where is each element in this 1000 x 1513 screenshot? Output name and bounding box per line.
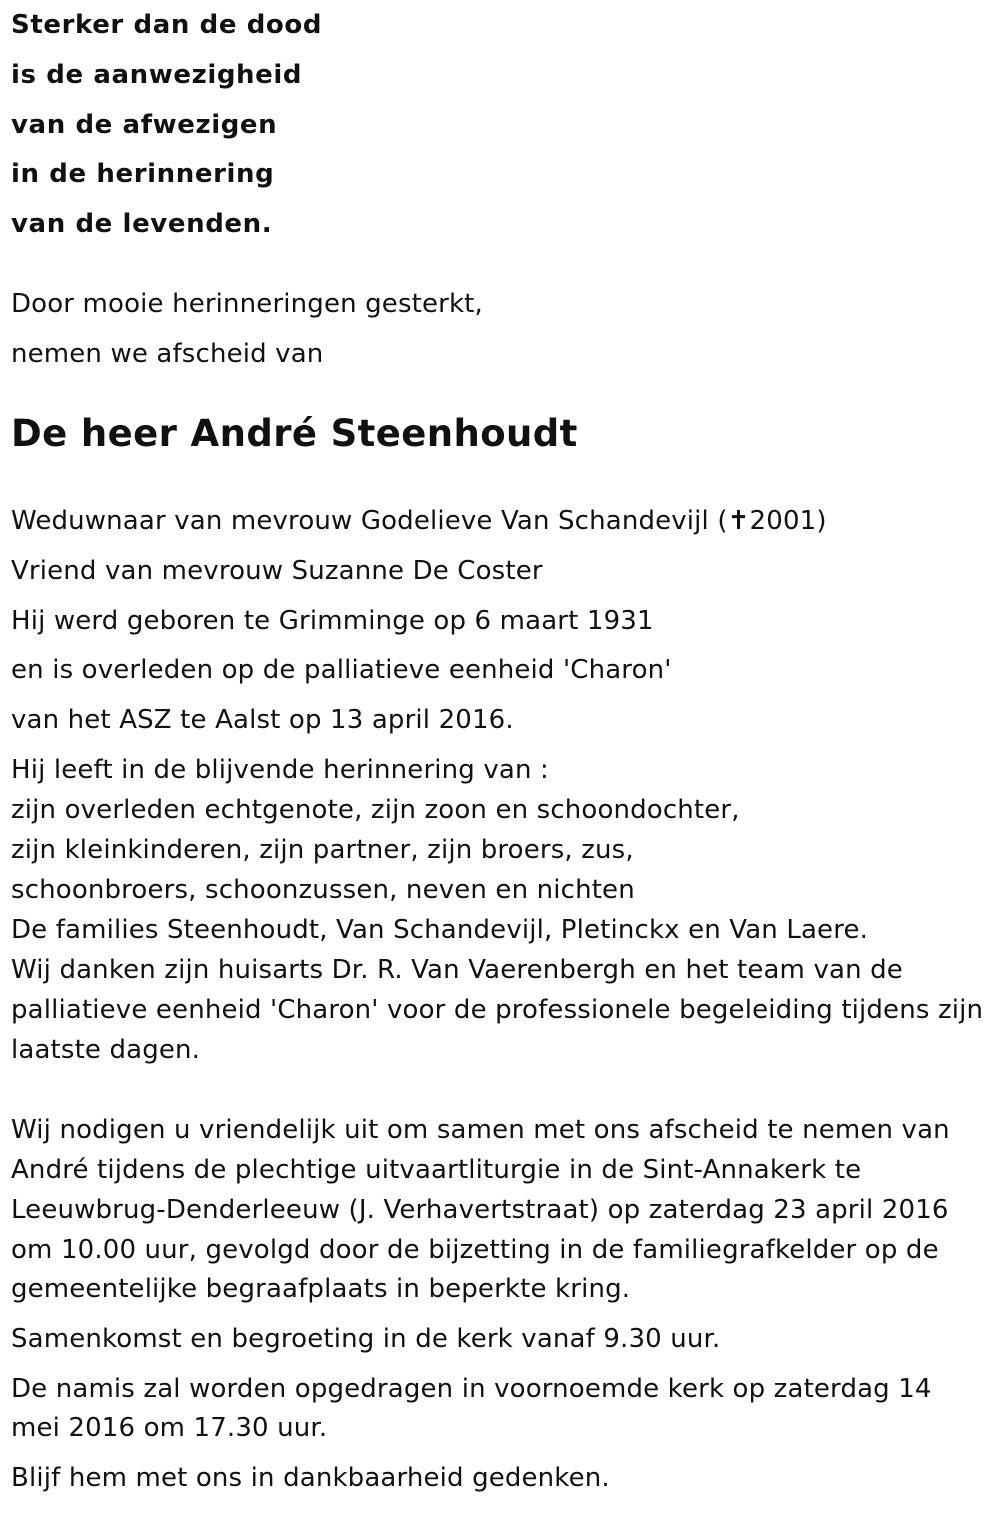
remembrance-line-5: De families Steenhoudt, Van Schandevijl, Pletinckx en Van Laere.: [11, 915, 869, 945]
remembrance-line-4: schoonbroers, schoonzussen, neven en nichten: [11, 875, 635, 905]
invitation-line-5: gemeentelijke begraafplaats in beperkte kring.: [11, 1274, 631, 1304]
poem-line-4: in de herinnering: [11, 159, 275, 189]
remembrance-line-1: Hij leeft in de blijvende herinnering van :: [11, 755, 549, 785]
poem-line-5: van de levenden.: [11, 209, 273, 239]
detail-line-5: van het ASZ te Aalst op 13 april 2016.: [11, 705, 514, 735]
closing-line: Blijf hem met ons in dankbaarheid gedenken.: [11, 1463, 610, 1493]
detail-line-3: Hij werd geboren te Grimminge op 6 maart 1931: [11, 606, 654, 636]
memorial-mass-line-1: De namis zal worden opgedragen in voornoemde kerk op zaterdag 14: [11, 1374, 932, 1404]
poem-line-1: Sterker dan de dood: [11, 10, 323, 40]
detail-line-2: Vriend van mevrouw Suzanne De Coster: [11, 556, 543, 586]
detail-line-1: Weduwnaar van mevrouw Godelieve Van Schandevijl (✝2001): [11, 506, 827, 536]
remembrance-line-7: palliatieve eenheid 'Charon' voor de professionele begeleiding tijdens zijn: [11, 995, 984, 1025]
poem-line-2: is de aanwezigheid: [11, 60, 303, 90]
detail-line-4: en is overleden op de palliatieve eenheid 'Charon': [11, 655, 672, 685]
deceased-name: De heer André Steenhoudt: [11, 412, 578, 455]
remembrance-line-8: laatste dagen.: [11, 1035, 201, 1065]
remembrance-line-6: Wij danken zijn huisarts Dr. R. Van Vaerenbergh en het team van de: [11, 955, 903, 985]
remembrance-line-3: zijn kleinkinderen, zijn partner, zijn broers, zus,: [11, 835, 634, 865]
gathering-line: Samenkomst en begroeting in de kerk vanaf 9.30 uur.: [11, 1324, 721, 1354]
poem-line-3: van de afwezigen: [11, 110, 278, 140]
invitation-line-4: om 10.00 uur, gevolgd door de bijzetting in de familiegrafkelder op de: [11, 1235, 939, 1265]
intro-line-1: Door mooie herinneringen gesterkt,: [11, 289, 483, 319]
invitation-line-2: André tijdens de plechtige uitvaartliturgie in de Sint-Annakerk te: [11, 1155, 862, 1185]
invitation-line-3: Leeuwbrug-Denderleeuw (J. Verhavertstraat) op zaterdag 23 april 2016: [11, 1195, 949, 1225]
invitation-line-1: Wij nodigen u vriendelijk uit om samen met ons afscheid te nemen van: [11, 1115, 950, 1145]
intro-line-2: nemen we afscheid van: [11, 339, 324, 369]
remembrance-line-2: zijn overleden echtgenote, zijn zoon en schoondochter,: [11, 795, 740, 825]
memorial-mass-line-2: mei 2016 om 17.30 uur.: [11, 1413, 328, 1443]
